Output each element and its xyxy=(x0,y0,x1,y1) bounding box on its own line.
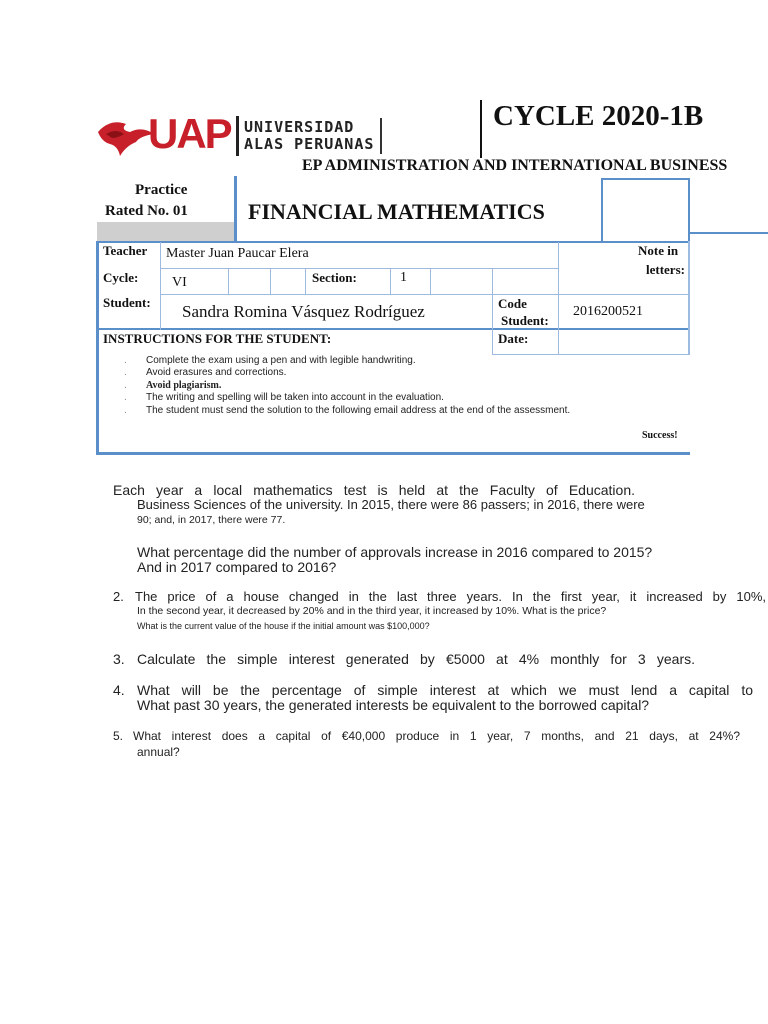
eagle-logo-icon xyxy=(96,112,156,158)
cycle-heading: CYCLE 2020-1B xyxy=(493,100,704,132)
code-value: 2016200521 xyxy=(573,304,643,319)
question-5-number: 5. xyxy=(113,729,124,743)
university-name-line2: ALAS PERUANAS xyxy=(244,135,375,153)
closing-text: Success! xyxy=(642,430,678,441)
university-logo xyxy=(96,112,386,160)
practice-label: Practice xyxy=(135,182,188,198)
question-3-number: 3. xyxy=(113,651,125,667)
section-value: 1 xyxy=(400,270,407,285)
university-name-line1: UNIVERSIDAD xyxy=(244,118,355,136)
question-2-line2: In the second year, it decreased by 20% and in the third year, it increased by 10%. What is the price? xyxy=(137,605,607,617)
question-4-line2: What past 30 years, the generated interests be equivalent to the borrowed capital? xyxy=(137,697,650,713)
date-label: Date: xyxy=(498,331,529,346)
code-label-2: Student: xyxy=(501,313,549,328)
question-2-line1: The price of a house changed in the last three years. In the first year, it increased by 10%, xyxy=(135,589,766,604)
question-3-line1: Calculate the simple interest generated by €5000 at 4% monthly for 3 years. xyxy=(137,651,695,667)
program-heading: EP ADMINISTRATION AND INTERNATIONAL BUSINESS xyxy=(302,157,728,174)
course-title: FINANCIAL MATHEMATICS xyxy=(248,199,545,224)
question-2-number: 2. xyxy=(113,589,124,604)
question-1-line2: Business Sciences of the university. In 2015, there were 86 passers; in 2016, there were xyxy=(137,497,645,512)
question-4-number: 4. xyxy=(113,682,125,698)
instructions-list xyxy=(124,355,570,417)
student-value: Sandra Romina Vásquez Rodríguez xyxy=(182,302,425,321)
student-label: Student: xyxy=(103,295,151,310)
teacher-label: Teacher xyxy=(103,243,148,258)
question-5-line2: annual? xyxy=(137,745,180,759)
question-1-line1: Each year a local mathematics test is held at the Faculty of Education. xyxy=(113,482,635,498)
note-label-1: Note in xyxy=(638,243,679,258)
rated-label: Rated No. 01 xyxy=(105,203,188,219)
cycle-value: VI xyxy=(172,275,187,290)
list-item: . The student must send the solution to the following email address at the end of the assessment. xyxy=(124,404,571,416)
list-item: . The writing and spelling will be taken into account in the evaluation. xyxy=(124,392,444,404)
list-item: . Avoid plagiarism. xyxy=(124,379,222,391)
instructions-title: INSTRUCTIONS FOR THE STUDENT: xyxy=(103,331,332,346)
list-item: . Avoid erasures and corrections. xyxy=(124,367,287,379)
section-label: Section: xyxy=(312,270,357,285)
list-item: . Complete the exam using a pen and with legible handwriting. xyxy=(124,355,416,366)
question-1-line3: 90; and, in 2017, there were 77. xyxy=(137,514,286,526)
teacher-value: Master Juan Paucar Elera xyxy=(166,246,309,261)
question-5-line1: What interest does a capital of €40,000 produce in 1 year, 7 months, and 21 days, at 24%? xyxy=(133,729,740,743)
question-1-ask1: What percentage did the number of approvals increase in 2016 compared to 2015? xyxy=(137,544,653,560)
logo-mark: UAP xyxy=(148,110,231,157)
code-label-1: Code xyxy=(498,296,527,311)
question-4-line1: What will be the percentage of simple interest at which we must lend a capital to xyxy=(137,682,753,698)
note-label-2: letters: xyxy=(646,262,685,277)
question-1-ask2: And in 2017 compared to 2016? xyxy=(137,559,337,575)
question-2-line3: What is the current value of the house if the initial amount was $100,000? xyxy=(137,621,430,631)
cycle-label: Cycle: xyxy=(103,270,139,285)
